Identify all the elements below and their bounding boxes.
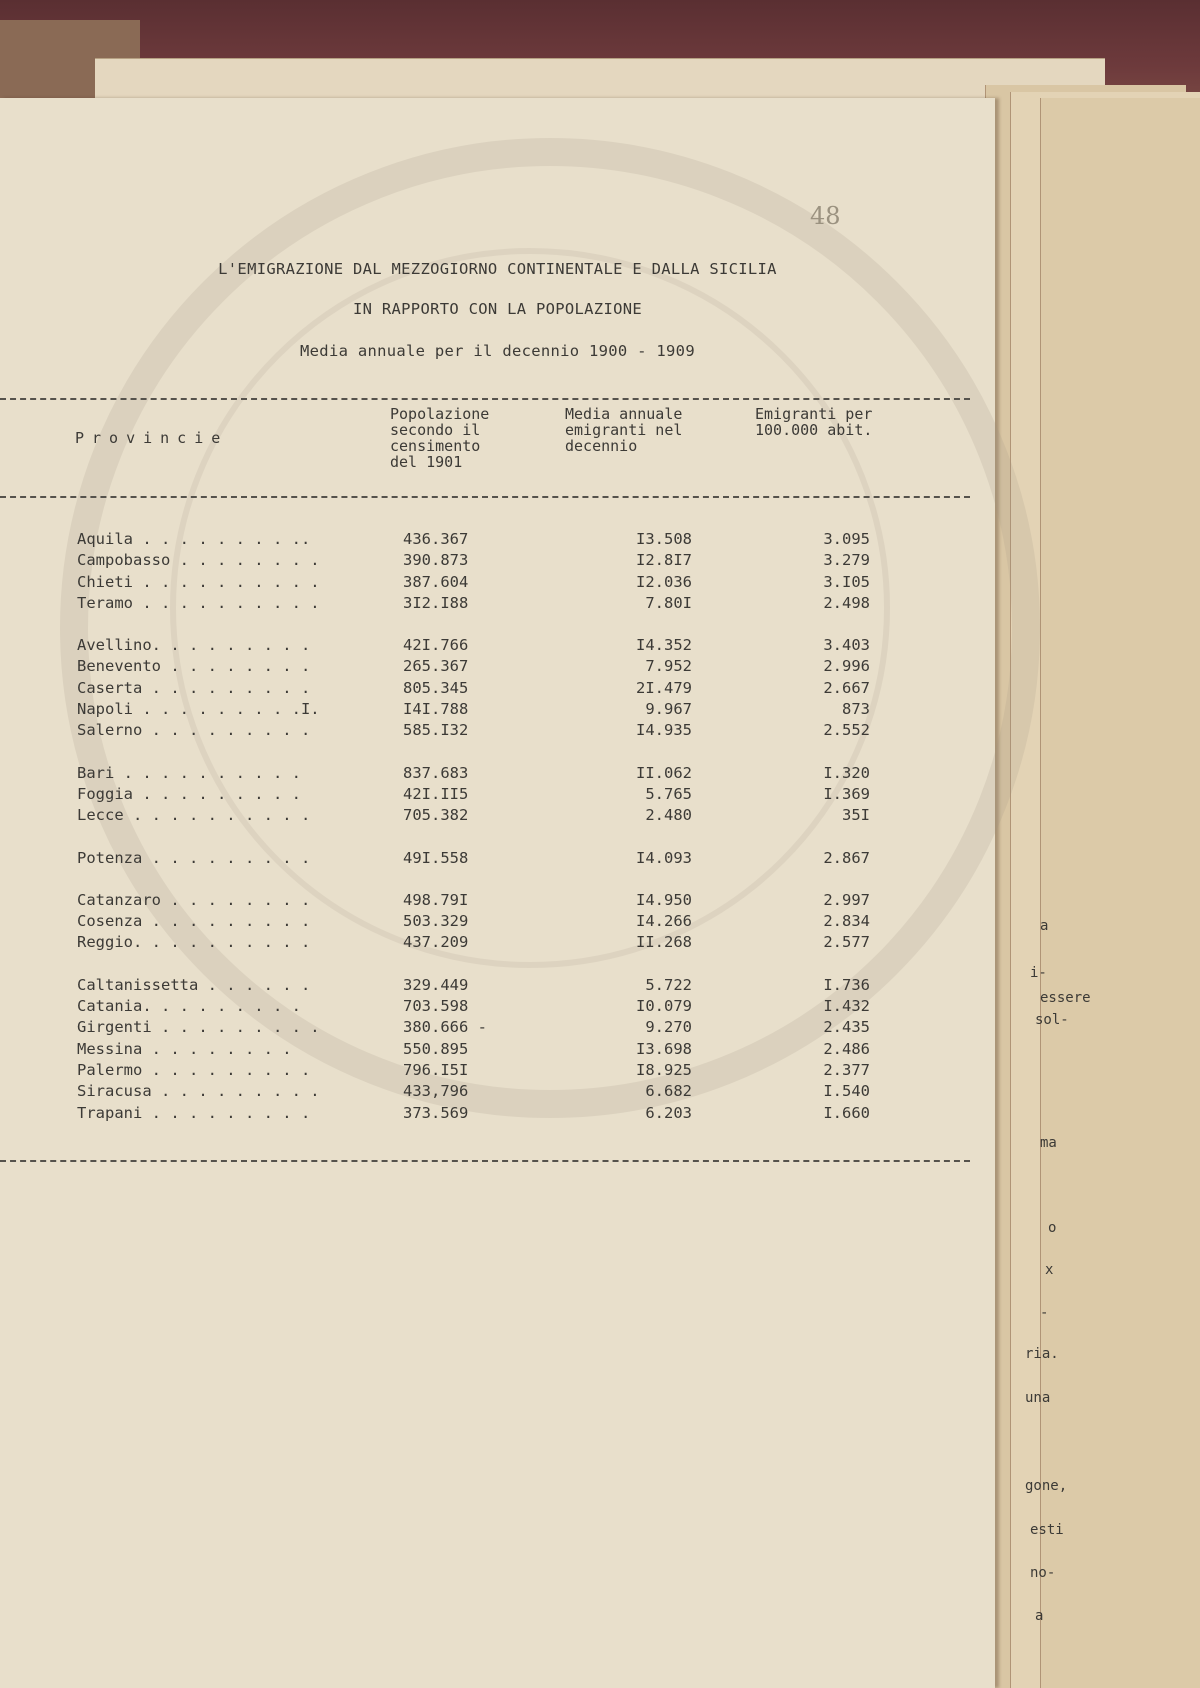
page-stack-edge <box>1040 98 1200 1688</box>
margin-fragment: no- <box>1030 1565 1056 1581</box>
emigrants-per-100k-cell: 3.I05 <box>823 572 870 591</box>
annual-emigrants-cell: 2I.479 <box>636 678 692 697</box>
header-media-annuale: Media annuale emigranti nel decennio <box>565 405 683 455</box>
annual-emigrants-cell: 2.480 <box>645 806 692 825</box>
province-name: Girgenti . . . . . . . . . <box>77 1018 320 1037</box>
emigrants-per-100k-cell: I.736 <box>823 975 870 994</box>
emigrants-per-100k-cell: 2.997 <box>823 890 870 909</box>
population-cell: 49I.558 <box>403 848 469 867</box>
province-name: Bari . . . . . . . . . . <box>77 763 301 782</box>
province-name: Chieti . . . . . . . . . . <box>77 572 320 591</box>
margin-fragment: ria. <box>1025 1346 1059 1362</box>
population-cell: 837.683 <box>403 763 469 782</box>
dashed-rule-bottom <box>0 1160 970 1162</box>
margin-fragment: i- <box>1030 965 1047 981</box>
page-number: 48 <box>810 202 841 230</box>
table-row <box>0 1018 995 1039</box>
table-row <box>0 700 995 721</box>
table-row <box>0 721 995 742</box>
margin-fragment: sol- <box>1035 1012 1069 1028</box>
population-cell: 329.449 <box>403 975 469 994</box>
margin-fragment: esti <box>1030 1522 1064 1538</box>
province-name: Benevento . . . . . . . . <box>77 657 311 676</box>
emigrants-per-100k-cell: 2.996 <box>823 657 870 676</box>
dashed-rule-header <box>0 496 970 498</box>
margin-fragment: a <box>1035 1608 1044 1624</box>
table-row <box>0 849 995 870</box>
annual-emigrants-cell: I2.8I7 <box>636 551 692 570</box>
annual-emigrants-cell: I0.079 <box>636 997 692 1016</box>
margin-fragment: essere <box>1040 990 1091 1006</box>
province-name: Caserta . . . . . . . . . <box>77 678 311 697</box>
population-cell: 585.I32 <box>403 721 469 740</box>
province-group <box>0 530 995 615</box>
population-cell: 390.873 <box>403 551 469 570</box>
population-cell: I4I.788 <box>403 700 469 719</box>
annual-emigrants-cell: I8.925 <box>636 1060 692 1079</box>
province-name: Lecce . . . . . . . . . . <box>77 806 311 825</box>
annual-emigrants-cell: I4.093 <box>636 848 692 867</box>
table-row <box>0 1061 995 1082</box>
province-name: Siracusa . . . . . . . . . <box>77 1082 320 1101</box>
population-cell: 436.367 <box>403 530 469 548</box>
population-cell: 705.382 <box>403 806 469 825</box>
document-page <box>0 98 995 1688</box>
emigrants-per-100k-cell: I.660 <box>823 1103 870 1122</box>
population-cell: 805.345 <box>403 678 469 697</box>
province-group <box>0 636 995 742</box>
population-cell: 42I.II5 <box>403 784 469 803</box>
table-row <box>0 1082 995 1103</box>
province-name: Aquila . . . . . . . . .. <box>77 530 311 548</box>
margin-fragment: x <box>1045 1262 1054 1278</box>
province-name: Foggia . . . . . . . . . <box>77 784 301 803</box>
header-popolazione: Popolazione secondo il censimento del 1901 <box>390 405 490 471</box>
emigrants-per-100k-cell: 2.577 <box>823 933 870 952</box>
table-row <box>0 573 995 594</box>
province-name: Catania. . . . . . . . . <box>77 997 301 1016</box>
table-row <box>0 530 995 551</box>
dashed-rule-top <box>0 398 970 400</box>
annual-emigrants-cell: I3.508 <box>636 530 692 548</box>
table-row <box>0 785 995 806</box>
table-row <box>0 594 995 615</box>
emigrants-per-100k-cell: 2.435 <box>823 1018 870 1037</box>
population-cell: 42I.766 <box>403 636 469 655</box>
emigrants-per-100k-cell: I.432 <box>823 997 870 1016</box>
margin-fragment: gone, <box>1025 1478 1068 1494</box>
province-group <box>0 849 995 870</box>
population-cell: 550.895 <box>403 1039 469 1058</box>
population-cell: 373.569 <box>403 1103 469 1122</box>
annual-emigrants-cell: 6.682 <box>645 1082 692 1101</box>
emigrants-per-100k-cell: 2.867 <box>823 848 870 867</box>
annual-emigrants-cell: I4.950 <box>636 890 692 909</box>
header-provincie: Provincie <box>75 429 229 447</box>
annual-emigrants-cell: 7.80I <box>645 593 692 612</box>
annual-emigrants-cell: I4.935 <box>636 721 692 740</box>
emigrants-per-100k-cell: 2.486 <box>823 1039 870 1058</box>
emigrants-per-100k-cell: 3.095 <box>823 530 870 548</box>
table-row <box>0 1040 995 1061</box>
annual-emigrants-cell: 6.203 <box>645 1103 692 1122</box>
table-row <box>0 551 995 572</box>
population-cell: 380.666 - <box>403 1018 487 1037</box>
annual-emigrants-cell: 9.967 <box>645 700 692 719</box>
province-name: Potenza . . . . . . . . . <box>77 848 311 867</box>
population-cell: 796.I5I <box>403 1060 469 1079</box>
emigrants-per-100k-cell: 3.403 <box>823 636 870 655</box>
annual-emigrants-cell: I4.266 <box>636 912 692 931</box>
emigrants-per-100k-cell: 35I <box>842 806 870 825</box>
province-name: Caltanissetta . . . . . . <box>77 975 311 994</box>
province-name: Campobasso . . . . . . . . <box>77 551 320 570</box>
annual-emigrants-cell: 5.765 <box>645 784 692 803</box>
margin-fragment: ma <box>1040 1135 1057 1151</box>
emigrants-per-100k-cell: 873 <box>842 700 870 719</box>
province-name: Messina . . . . . . . . <box>77 1039 292 1058</box>
annual-emigrants-cell: I4.352 <box>636 636 692 655</box>
table-row <box>0 636 995 657</box>
table-row <box>0 1104 995 1125</box>
emigrants-per-100k-cell: 2.667 <box>823 678 870 697</box>
province-name: Teramo . . . . . . . . . . <box>77 593 320 612</box>
population-cell: 387.604 <box>403 572 469 591</box>
table-body <box>0 530 995 1146</box>
table-row <box>0 976 995 997</box>
province-name: Palermo . . . . . . . . . <box>77 1060 311 1079</box>
header-emigranti-per-100000: Emigranti per 100.000 abit. <box>755 405 873 439</box>
annual-emigrants-cell: 7.952 <box>645 657 692 676</box>
emigrants-per-100k-cell: I.540 <box>823 1082 870 1101</box>
annual-emigrants-cell: I2.036 <box>636 572 692 591</box>
province-name: Napoli . . . . . . . . .I. <box>77 700 320 719</box>
population-cell: 703.598 <box>403 997 469 1016</box>
province-name: Catanzaro . . . . . . . . <box>77 890 311 909</box>
province-group <box>0 891 995 955</box>
population-cell: 433,796 <box>403 1082 469 1101</box>
annual-emigrants-cell: II.268 <box>636 933 692 952</box>
province-group <box>0 764 995 828</box>
table-subtitle: IN RAPPORTO CON LA POPOLAZIONE <box>353 300 642 318</box>
table-row <box>0 679 995 700</box>
emigrants-per-100k-cell: 2.498 <box>823 593 870 612</box>
table-row <box>0 891 995 912</box>
population-cell: 503.329 <box>403 912 469 931</box>
table-title: L'EMIGRAZIONE DAL MEZZOGIORNO CONTINENTALE E DALLA SICILIA <box>218 260 777 278</box>
table-row <box>0 933 995 954</box>
province-name: Avellino. . . . . . . . . <box>77 636 311 655</box>
table-row <box>0 764 995 785</box>
province-name: Trapani . . . . . . . . . <box>77 1103 311 1122</box>
emigrants-per-100k-cell: 2.834 <box>823 912 870 931</box>
annual-emigrants-cell: I3.698 <box>636 1039 692 1058</box>
population-cell: 437.209 <box>403 933 469 952</box>
emigrants-per-100k-cell: 3.279 <box>823 551 870 570</box>
emigrants-per-100k-cell: 2.552 <box>823 721 870 740</box>
province-group <box>0 976 995 1125</box>
emigrants-per-100k-cell: I.369 <box>823 784 870 803</box>
province-name: Reggio. . . . . . . . . . <box>77 933 311 952</box>
margin-fragment: una <box>1025 1390 1051 1406</box>
table-row <box>0 997 995 1018</box>
province-name: Cosenza . . . . . . . . . <box>77 912 311 931</box>
annual-emigrants-cell: 5.722 <box>645 975 692 994</box>
table-row <box>0 912 995 933</box>
margin-fragment: o <box>1048 1220 1057 1236</box>
table-period: Media annuale per il decennio 1900 - 1909 <box>300 342 695 360</box>
table-row <box>0 657 995 678</box>
population-cell: 3I2.I88 <box>403 593 469 612</box>
emigrants-per-100k-cell: 2.377 <box>823 1060 870 1079</box>
margin-fragment: a <box>1040 918 1049 934</box>
emigrants-per-100k-cell: I.320 <box>823 763 870 782</box>
annual-emigrants-cell: II.062 <box>636 763 692 782</box>
margin-fragment: - <box>1040 1305 1049 1321</box>
population-cell: 498.79I <box>403 890 469 909</box>
table-row <box>0 806 995 827</box>
population-cell: 265.367 <box>403 657 469 676</box>
province-name: Salerno . . . . . . . . . <box>77 721 311 740</box>
annual-emigrants-cell: 9.270 <box>645 1018 692 1037</box>
